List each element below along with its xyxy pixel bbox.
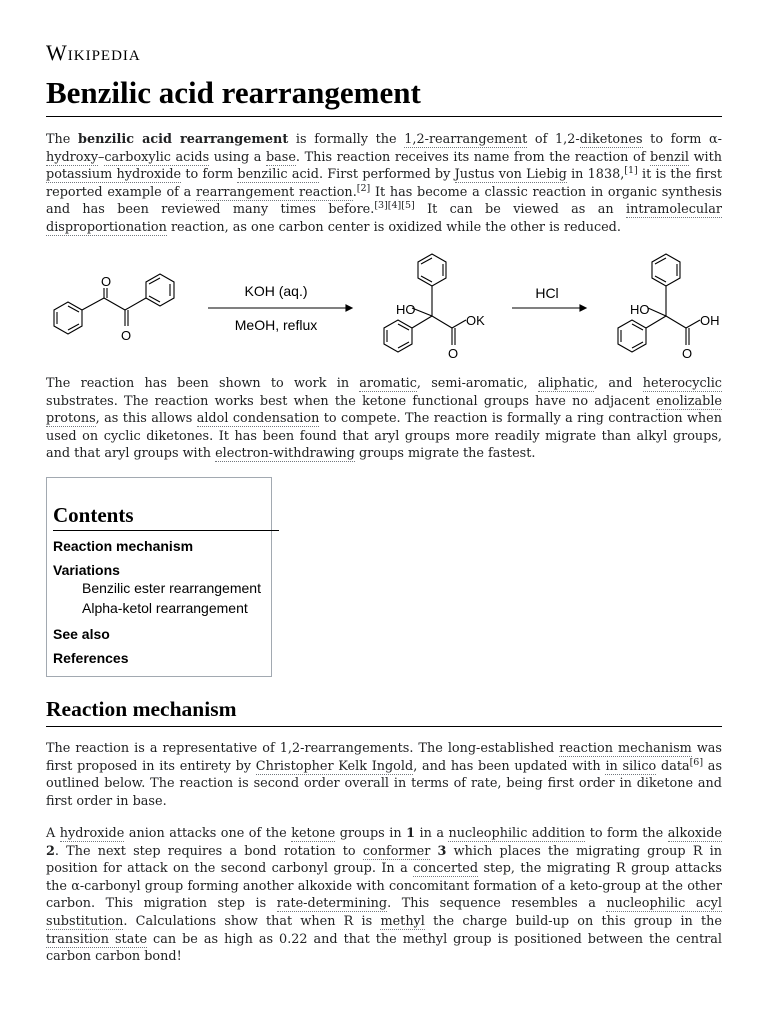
benzene-ring-left [54, 302, 82, 334]
link-ketone[interactable]: ketone [291, 826, 336, 841]
reaction-scheme-diagram [46, 250, 722, 368]
toc-item-alpha-ketol-rearrangement[interactable]: Alpha-ketol rearrangement [82, 600, 248, 616]
link-conformer[interactable]: conformer [362, 843, 431, 859]
substrates-paragraph: The reaction has been shown to work in aromatic, semi-aromatic, aliphatic, and heterocyclic substrates. The reaction works best when the ketone functional groups have no adjacent enolizable protons, as this allows aldol condensation to compete. The reaction is formally a ring contraction when used on cyclic diketones. It has been found that aryl groups more readily migrate than alkyl groups, and that aryl groups with electron-withdrawing groups migrate the fastest. [46, 376, 722, 462]
reagent-bottom-1: MeOH, reflux [234, 317, 318, 333]
benzene-ring-bottom-acid [618, 320, 646, 352]
link-justus-von-liebig[interactable]: Justus von Liebig [454, 167, 567, 183]
link-methyl[interactable]: methyl [380, 913, 425, 929]
link-christopher-kelk-ingold[interactable]: Christopher Kelk Ingold [255, 758, 414, 774]
table-of-contents [46, 477, 272, 677]
link-carboxylic-acids[interactable]: carboxylic acids [104, 149, 210, 165]
link-hydroxy[interactable]: hydroxy [46, 149, 98, 165]
link-enolizable[interactable]: enolizable [656, 393, 722, 409]
link-disproportionation[interactable]: disproportionation [46, 219, 167, 235]
toc-item-see-also[interactable]: See also [53, 626, 110, 642]
link-aldol-condensation[interactable]: aldol condensation [196, 411, 320, 427]
mechanism-paragraph-2: A hydroxide anion attacks one of the ketone groups in 1 in a nucleophilic addition to form the alkoxide 2. The next step requires a bond rotation to conformer 3 which places the migrating group R in position for attack on the second carbonyl group. In a concerted step, the migrating R group attacks the α-carbonyl group forming another alkoxide with concomitant formation of a keto-group at the other carbon. This migration step is rate-determining. This sequence resembles a nucleophilic acyl substitution. Calculations show that when R is methyl the charge build-up on this group in the transition state can be as high as 0.22 and that the methyl group is positioned between the central carbon carbon bond! [46, 826, 723, 965]
link-nucleophilic-acyl-substitution[interactable]: nucleophilic acyl substitution [46, 896, 722, 929]
link-aromatic[interactable]: aromatic [359, 376, 417, 391]
link-electron-withdrawing[interactable]: electron-withdrawing [215, 446, 355, 462]
link-intramolecular[interactable]: intramolecular [626, 202, 722, 218]
bold-term: benzilic acid rearrangement [78, 132, 289, 147]
citation-1[interactable]: [1] [624, 165, 638, 177]
link-benzil[interactable]: benzil [650, 149, 689, 165]
benzene-ring-top-acid [652, 254, 680, 286]
link-rearrangement-reaction[interactable]: rearrangement reaction [196, 184, 353, 200]
page-title: Benzilic acid rearrangement [46, 74, 722, 117]
link-potassium-hydroxide[interactable]: potassium hydroxide [46, 167, 182, 183]
link-concerted[interactable]: concerted [413, 861, 479, 877]
toc-item-reaction-mechanism[interactable]: Reaction mechanism [53, 538, 194, 554]
toc-item-variations[interactable]: Variations [53, 562, 120, 578]
citation-3-4-5[interactable]: [3][4][5] [374, 200, 415, 212]
link-heterocyclic[interactable]: heterocyclic [642, 376, 722, 391]
toc-title: Contents [53, 502, 279, 531]
reagent-top-2: HCl [535, 285, 559, 301]
citation-2[interactable]: [2] [356, 182, 371, 194]
benzene-ring-bottom [384, 320, 412, 352]
toc-item-benzilic-ester-rearrangement[interactable]: Benzilic ester rearrangement [82, 580, 261, 596]
link-diketones[interactable]: diketones [579, 132, 643, 147]
atom-label-o-top: O [101, 274, 112, 289]
citation-6[interactable]: [6] [689, 756, 704, 768]
benzene-ring-top [418, 254, 446, 286]
intro-paragraph: The benzilic acid rearrangement is formally the 1,2-rearrangement of 1,2-diketones to form α-hydroxy–carboxylic acids using a base. This reaction receives its name from the reaction of benzil with potassium hydroxide to form benzilic acid. First performed by Justus von Liebig in 1838,[1] it is the first reported example of a rearrangement reaction.[2] It has become a classic reaction in organic synthesis and has been reviewed many times before.[3][4][5] It can be viewed as an intramolecular disproportionation reaction, as one carbon center is oxidized while the other is reduced. [46, 132, 723, 235]
wikipedia-logo[interactable] [46, 40, 141, 66]
link-hydroxide[interactable]: hydroxide [59, 826, 125, 841]
section-heading-reaction-mechanism: Reaction mechanism [46, 695, 722, 727]
atom-label-o-carboxylate: O [448, 346, 459, 361]
atom-label-ho-1: HO [396, 302, 416, 317]
link-base[interactable]: base [265, 149, 296, 165]
link-1-2-rearrangement[interactable]: 1,2-rearrangement [404, 132, 528, 147]
link-benzilic-acid[interactable]: benzilic acid [237, 167, 319, 183]
link-in-silico[interactable]: in silico [605, 758, 657, 774]
link-alkoxide[interactable]: alkoxide [667, 826, 722, 841]
link-rate-determining[interactable]: rate-determining [276, 896, 388, 912]
link-nucleophilic-addition[interactable]: nucleophilic addition [448, 826, 586, 841]
link-protons[interactable]: protons [46, 411, 96, 427]
link-transition-state[interactable]: transition state [46, 931, 148, 947]
link-reaction-mechanism[interactable]: reaction mechanism [559, 741, 692, 756]
logo-text: Wikipedia [46, 40, 141, 65]
atom-label-ho-2: HO [630, 302, 650, 317]
atom-label-oh: OH [700, 313, 720, 328]
reagent-top-1: KOH (aq.) [244, 283, 308, 299]
toc-item-references[interactable]: References [53, 650, 129, 666]
atom-label-o-acid: O [682, 346, 693, 361]
link-aliphatic[interactable]: aliphatic [537, 376, 595, 391]
mechanism-paragraph-1: The reaction is a representative of 1,2-rearrangements. The long-established reaction mechanism was first proposed in its entirety by Christopher Kelk Ingold, and has been updated with in silico data[6] as outlined below. The reaction is second order overall in terms of rate, being first order in diketone and first order in base. [46, 741, 723, 809]
atom-label-ok: OK [466, 313, 485, 328]
atom-label-o-bottom: O [121, 328, 132, 343]
